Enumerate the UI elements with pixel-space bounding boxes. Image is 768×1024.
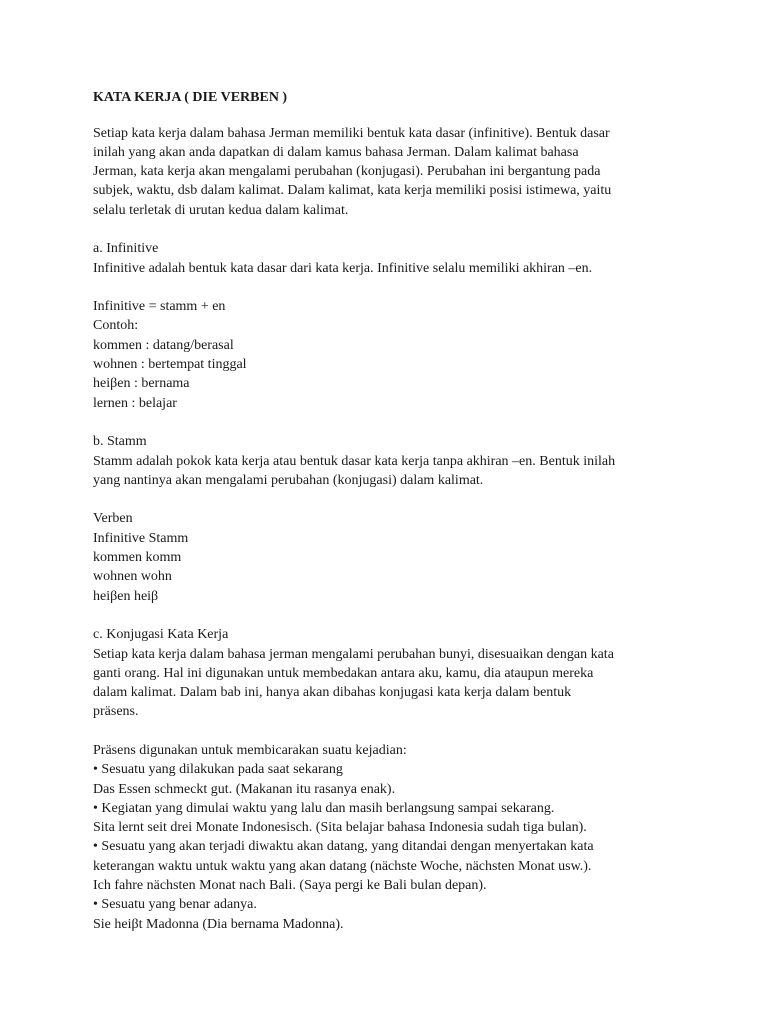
text-line: Infinitive adalah bentuk kata dasar dari kata kerja. Infinitive selalu memiliki akhiran –en. <box>93 260 593 276</box>
text-line: ganti orang. Hal ini digunakan untuk membedakan antara aku, kamu, dia ataupun mereka <box>93 665 594 681</box>
text-line: Stamm adalah pokok kata kerja atau bentuk dasar kata kerja tanpa akhiran –en. Bentuk inilah <box>93 453 616 469</box>
text-line: kommen : datang/berasal <box>93 337 234 353</box>
text-line: wohnen : bertempat tinggal <box>93 357 247 373</box>
blank-line <box>93 606 615 625</box>
text-line: Contoh: <box>93 318 139 334</box>
text-line: präsens. <box>93 704 139 720</box>
text-line: c. Konjugasi Kata Kerja <box>93 627 229 643</box>
text-line: heiβen : bernama <box>93 376 190 392</box>
text-line: Ich fahre nächsten Monat nach Bali. (Saya pergi ke Bali bulan depan). <box>93 878 487 894</box>
text-line: wohnen wohn <box>93 569 172 585</box>
blank-line <box>93 722 615 741</box>
document-title: KATA KERJA ( DIE VERBEN ) <box>93 90 288 105</box>
text-line: • Sesuatu yang akan terjadi diwaktu akan datang, yang ditandai dengan menyertakan kata <box>93 839 594 855</box>
text-line: Jerman, kata kerja akan mengalami perubahan (konjugasi). Perubahan ini bergantung pada <box>93 164 601 180</box>
text-line: Sie heiβt Madonna (Dia bernama Madonna). <box>93 916 344 932</box>
text-line: keterangan waktu untuk waktu yang akan datang (nächste Woche, nächsten Monat usw.). <box>93 858 592 874</box>
text-line: Infinitive = stamm + en <box>93 299 226 315</box>
text-line: Infinitive Stamm <box>93 530 189 546</box>
blank-line <box>93 278 615 297</box>
text-line: heiβen heiβ <box>93 588 159 604</box>
text-line: Setiap kata kerja dalam bahasa jerman mengalami perubahan bunyi, disesuaikan dengan kata <box>93 646 614 662</box>
text-line: lernen : belajar <box>93 395 177 411</box>
text-line: Präsens digunakan untuk membicarakan suatu kejadian: <box>93 743 407 758</box>
text-line: Sita lernt seit drei Monate Indonesisch. (Sita belajar bahasa Indonesia sudah tiga bulan). <box>93 820 587 836</box>
blank-line <box>93 490 615 509</box>
text-line: kommen komm <box>93 550 182 566</box>
blank-line <box>93 220 615 239</box>
text-line: • Sesuatu yang benar adanya. <box>93 897 257 913</box>
text-line: subjek, waktu, dsb dalam kalimat. Dalam kalimat, kata kerja memiliki posisi istimewa, yaitu <box>93 183 612 199</box>
text-line: Verben <box>93 511 133 527</box>
text-line: • Sesuatu yang dilakukan pada saat sekarang <box>93 762 343 778</box>
text-line: selalu terletak di urutan kedua dalam kalimat. <box>93 202 349 218</box>
text-line: • Kegiatan yang dimulai waktu yang lalu dan masih berlangsung sampai sekarang. <box>93 800 555 816</box>
text-line: inilah yang akan anda dapatkan di dalam kamus bahasa Jerman. Dalam kalimat bahasa <box>93 144 579 160</box>
text-line: yang nantinya akan mengalami perubahan (konjugasi) dalam kalimat. <box>93 472 484 488</box>
document-body <box>93 124 615 934</box>
text-line: Setiap kata kerja dalam bahasa Jerman memiliki bentuk kata dasar (infinitive). Bentuk dasar <box>93 125 610 141</box>
text-line: a. Infinitive <box>93 241 159 257</box>
text-line: Das Essen schmeckt gut. (Makanan itu rasanya enak). <box>93 781 396 797</box>
blank-line <box>93 413 615 432</box>
text-line: dalam kalimat. Dalam bab ini, hanya akan dibahas konjugasi kata kerja dalam bentuk <box>93 685 572 701</box>
text-line: b. Stamm <box>93 434 147 450</box>
